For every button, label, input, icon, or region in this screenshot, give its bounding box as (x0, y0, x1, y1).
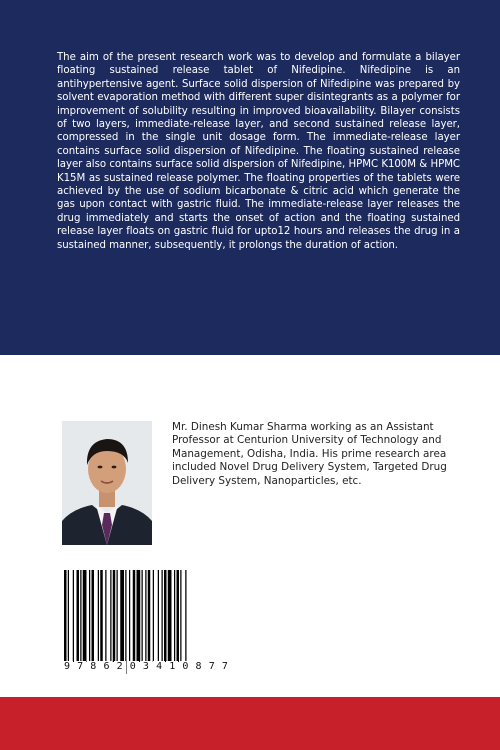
isbn-digit: 0 (179, 661, 191, 675)
isbn-digit: 1 (166, 661, 178, 675)
isbn-digit: 2 (114, 661, 126, 675)
isbn-digit: 7 (74, 661, 86, 675)
isbn-digit: 7 (206, 661, 218, 675)
isbn-digit: 8 (87, 661, 99, 675)
barcode-icon (61, 568, 231, 676)
isbn-digit: 0 (127, 661, 139, 675)
isbn-digit: 6 (100, 661, 112, 675)
author-biography: Mr. Dinesh Kumar Sharma working as an Assistant Professor at Centurion University of Technology and Management, Odisha, India. His prime research area included Novel Drug Delivery System, Targeted Drug Delivery System, Nanoparticles, etc. (172, 421, 447, 487)
author-portrait-icon (62, 421, 152, 545)
isbn-number (61, 661, 231, 675)
isbn-digit: 3 (140, 661, 152, 675)
isbn-digit: 9 (61, 661, 73, 675)
back-cover-top-panel (0, 0, 500, 355)
author-photo (62, 421, 152, 545)
bottom-color-band (0, 697, 500, 750)
book-abstract: The aim of the present research work was to develop and formulate a bilayer floating sustained release tablet of Nifedipine. Nifedipine is an antihypertensive agent. Surface solid dispersion of Nifedipine was prepared by solvent evaporation method with different super disintegrants as a polymer for improvement of solubility resulting in improved bioavailability. Bilayer consists of two layers, immediate-release layer, and second sustained release layer, compressed in the single unit dosage form. The immediate-release layer contains surface solid dispersion of Nifedipine. The floating sustained release layer also contains surface solid dispersion of Nifedipine, HPMC K100M & HPMC K15M as sustained release polymer. The floating properties of the tablets were achieved by the use of sodium bicarbonate & citric acid which generate the gas upon contact with gastric fluid. The immediate-release layer releases the drug immediately and starts the onset of action and the floating sustained release layer floats on gastric fluid for upto12 hours and releases the drug in a sustained manner, subsequently, it prolongs the duration of action. (57, 52, 460, 251)
isbn-barcode (61, 568, 231, 676)
isbn-digit: 4 (153, 661, 165, 675)
isbn-digit: 8 (193, 661, 205, 675)
isbn-digit: 7 (219, 661, 231, 675)
